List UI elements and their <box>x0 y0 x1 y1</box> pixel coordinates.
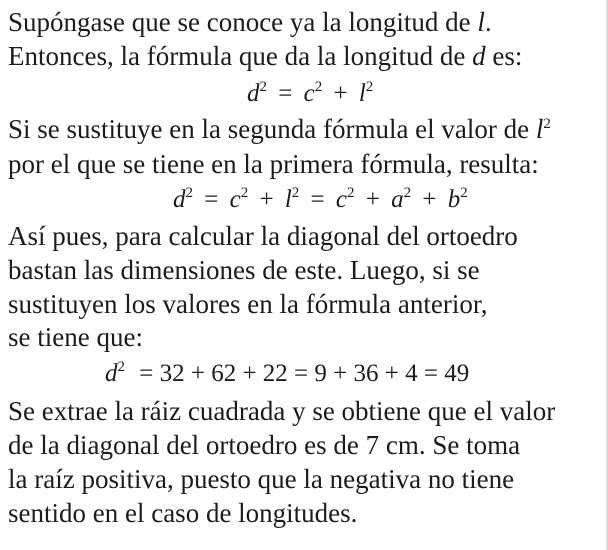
eq3-rhs: = 32 + 62 + 22 = 9 + 36 + 4 = 49 <box>139 360 470 387</box>
text-line-7 <box>8 288 488 321</box>
eq2-exp: 2 <box>347 185 355 201</box>
text-line-1 <box>8 6 492 39</box>
equation-3 <box>105 358 469 389</box>
equation-2 <box>173 184 468 215</box>
text-line-5 <box>8 220 518 253</box>
eq2-exp: 2 <box>460 185 468 201</box>
text-line-11-content: la raíz positiva, puesto que la negativa no tiene <box>8 464 515 494</box>
text-line-1-content: Supóngase que se conoce ya la longitud de <box>8 7 478 37</box>
text-line-2 <box>8 40 522 73</box>
eq3-exp: 2 <box>117 359 125 375</box>
text-line-3 <box>8 113 551 146</box>
eq1-term-d: d <box>247 80 260 107</box>
text-line-6 <box>8 254 480 287</box>
eq2-exp: 2 <box>291 185 300 201</box>
eq2-exp: 2 <box>185 185 193 201</box>
eq2-term-l: l <box>284 186 292 213</box>
text-line-4-content: por el que se tiene en la primera fórmula, resulta: <box>8 149 539 179</box>
text-line-5-content: Así pues, para calcular la diagonal del ortoedro <box>8 221 518 251</box>
period: . <box>484 7 492 37</box>
variable-d: d <box>472 41 486 71</box>
variable-l: l <box>477 7 485 37</box>
text-line-12-content: sentido en el caso de longitudes. <box>8 498 358 528</box>
text-line-6-content: bastan las dimensiones de este. Luego, si se <box>8 255 480 285</box>
eq2-equals: = <box>310 186 325 213</box>
text-line-9 <box>8 395 555 428</box>
eq1-term-l: l <box>358 80 366 107</box>
eq2-plus: + <box>422 186 437 213</box>
eq1-exp: 2 <box>314 79 323 95</box>
eq1-exp: 2 <box>259 79 267 95</box>
eq2-exp: 2 <box>403 185 412 201</box>
text-line-7-content: sustituyen los valores en la fórmula anterior, <box>8 289 488 319</box>
variable-l: l <box>535 114 544 144</box>
eq2-exp: 2 <box>240 185 249 201</box>
text-line-8-content: se tiene que: <box>8 322 143 352</box>
eq2-equals: = <box>204 186 219 213</box>
text-line-10 <box>8 429 520 462</box>
text-line-2-tail: es: <box>485 41 523 71</box>
text-line-9-content: Se extrae la ráiz cuadrada y se obtiene que el valor <box>8 396 556 426</box>
text-line-10-content: de la diagonal del ortoedro es de 7 cm. Se toma <box>8 430 521 460</box>
eq2-plus: + <box>365 186 380 213</box>
exponent: 2 <box>543 116 551 132</box>
eq1-exp: 2 <box>365 79 374 95</box>
text-line-11 <box>8 463 514 496</box>
text-line-3-content: Si se sustituye en la segunda fórmula el valor de <box>8 114 536 144</box>
eq2-term-a: a <box>391 186 404 213</box>
text-line-8 <box>8 321 143 354</box>
eq2-plus: + <box>259 186 274 213</box>
text-line-12 <box>8 497 357 530</box>
eq1-term-c: c <box>303 80 315 107</box>
eq2-term-d: d <box>173 186 186 213</box>
eq2-term-c: c <box>229 186 241 213</box>
eq3-term-d: d <box>105 360 118 387</box>
text-line-4 <box>8 148 539 181</box>
eq2-term-c: c <box>335 186 347 213</box>
eq1-equals: = <box>278 80 293 107</box>
eq2-term-b: b <box>447 186 461 213</box>
equation-1 <box>247 78 373 109</box>
eq1-plus: + <box>333 80 348 107</box>
text-line-2-content: Entonces, la fórmula que da la longitud de <box>8 41 473 71</box>
